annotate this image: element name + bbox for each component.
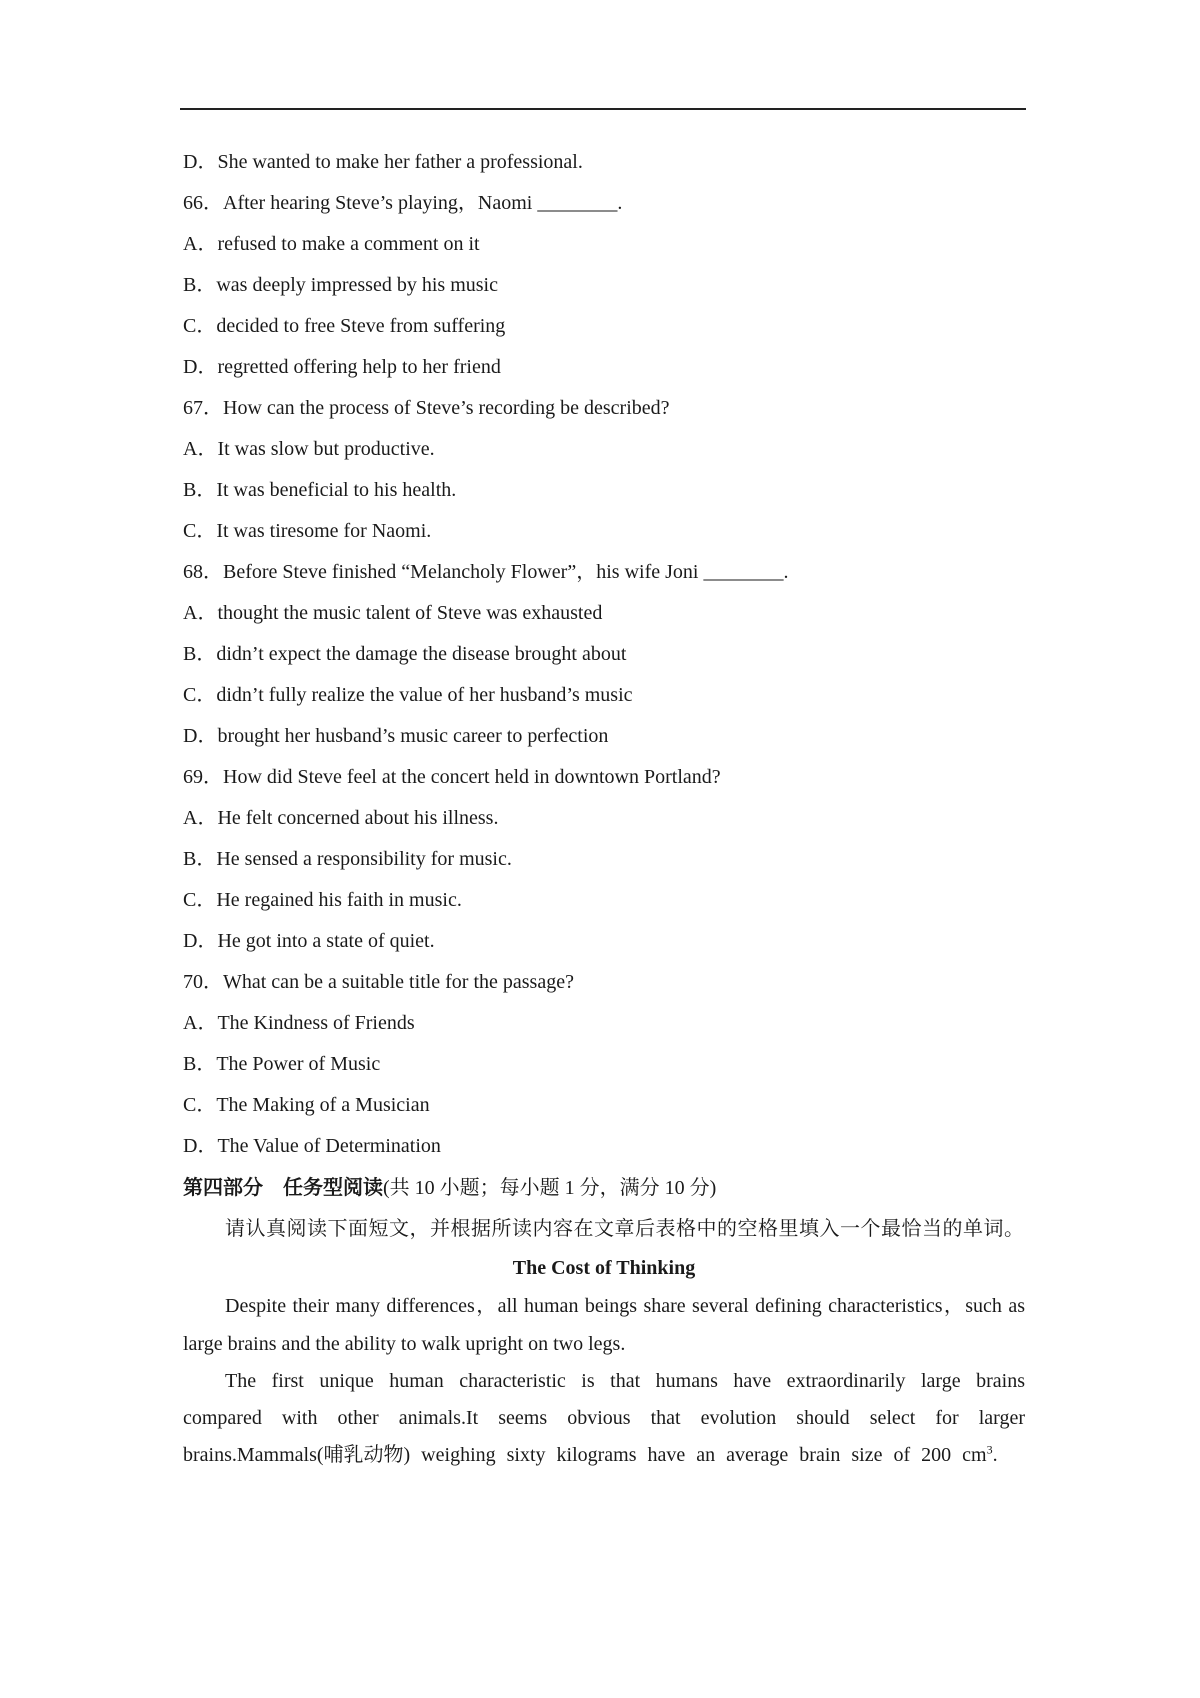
- question-69: 69．How did Steve feel at the concert held in downtown Portland?: [183, 766, 721, 788]
- option-d-q68: D．brought her husband’s music career to perfection: [183, 725, 609, 747]
- superscript-3: 3: [986, 1442, 993, 1457]
- passage-title: The Cost of Thinking: [512, 1257, 696, 1279]
- passage-paragraph-2-text: The first unique human characteristic is that humans have extraordinarily large brains compared with other animals.It seems obvious that evolution should select for larger brains.Mammals(哺乳动物) weighing sixty kilograms have an average brain size of 200 cm: [183, 1370, 1025, 1466]
- section-heading-rest: (共 10 小题；每小题 1 分，满分 10 分): [383, 1177, 717, 1199]
- option-b-q66: B．was deeply impressed by his music: [183, 274, 498, 296]
- question-70: 70．What can be a suitable title for the passage?: [183, 971, 574, 993]
- section-heading: [183, 1168, 1025, 1209]
- option-b-q69: B．He sensed a responsibility for music.: [183, 848, 512, 870]
- passage-paragraph-1: Despite their many differences，all human beings share several defining characteristics，such as large brains and the ability to walk upright on two legs.: [183, 1295, 1025, 1355]
- option-a-q66: A．refused to make a comment on it: [183, 233, 480, 255]
- option-a-q69: A．He felt concerned about his illness.: [183, 807, 499, 829]
- option-c-q69: C．He regained his faith in music.: [183, 889, 462, 911]
- option-b-q70: B．The Power of Music: [183, 1053, 381, 1075]
- header-rule: [180, 108, 1026, 110]
- passage-paragraph-2: [183, 1363, 1025, 1474]
- option-a-q67: A．It was slow but productive.: [183, 438, 435, 460]
- option-d-q70: D．The Value of Determination: [183, 1135, 441, 1157]
- page-content: [183, 142, 1025, 1474]
- option-b-q68: B．didn’t expect the damage the disease brought about: [183, 643, 627, 665]
- option-a-q68: A．thought the music talent of Steve was exhausted: [183, 602, 603, 624]
- option-d-q66: D．regretted offering help to her friend: [183, 356, 501, 378]
- question-66: 66．After hearing Steve’s playing，Naomi ________.: [183, 192, 623, 214]
- option-b-q67: B．It was beneficial to his health.: [183, 479, 457, 501]
- passage-paragraph-2-end: .: [992, 1444, 998, 1466]
- question-67: 67．How can the process of Steve’s recording be described?: [183, 397, 670, 419]
- section-heading-bold: 第四部分 任务型阅读: [183, 1177, 383, 1199]
- option-c-q68: C．didn’t fully realize the value of her husband’s music: [183, 684, 633, 706]
- question-68: 68．Before Steve finished “Melancholy Flower”，his wife Joni ________.: [183, 561, 789, 583]
- section-instruction: 请认真阅读下面短文，并根据所读内容在文章后表格中的空格里填入一个最恰当的单词。: [225, 1218, 1025, 1240]
- option-c-q66: C．decided to free Steve from suffering: [183, 315, 506, 337]
- option-d-q65: D．She wanted to make her father a professional.: [183, 151, 583, 173]
- question-list: [183, 142, 1025, 1167]
- option-c-q70: C．The Making of a Musician: [183, 1094, 430, 1116]
- option-c-q67: C．It was tiresome for Naomi.: [183, 520, 432, 542]
- option-d-q69: D．He got into a state of quiet.: [183, 930, 435, 952]
- option-a-q70: A．The Kindness of Friends: [183, 1012, 415, 1034]
